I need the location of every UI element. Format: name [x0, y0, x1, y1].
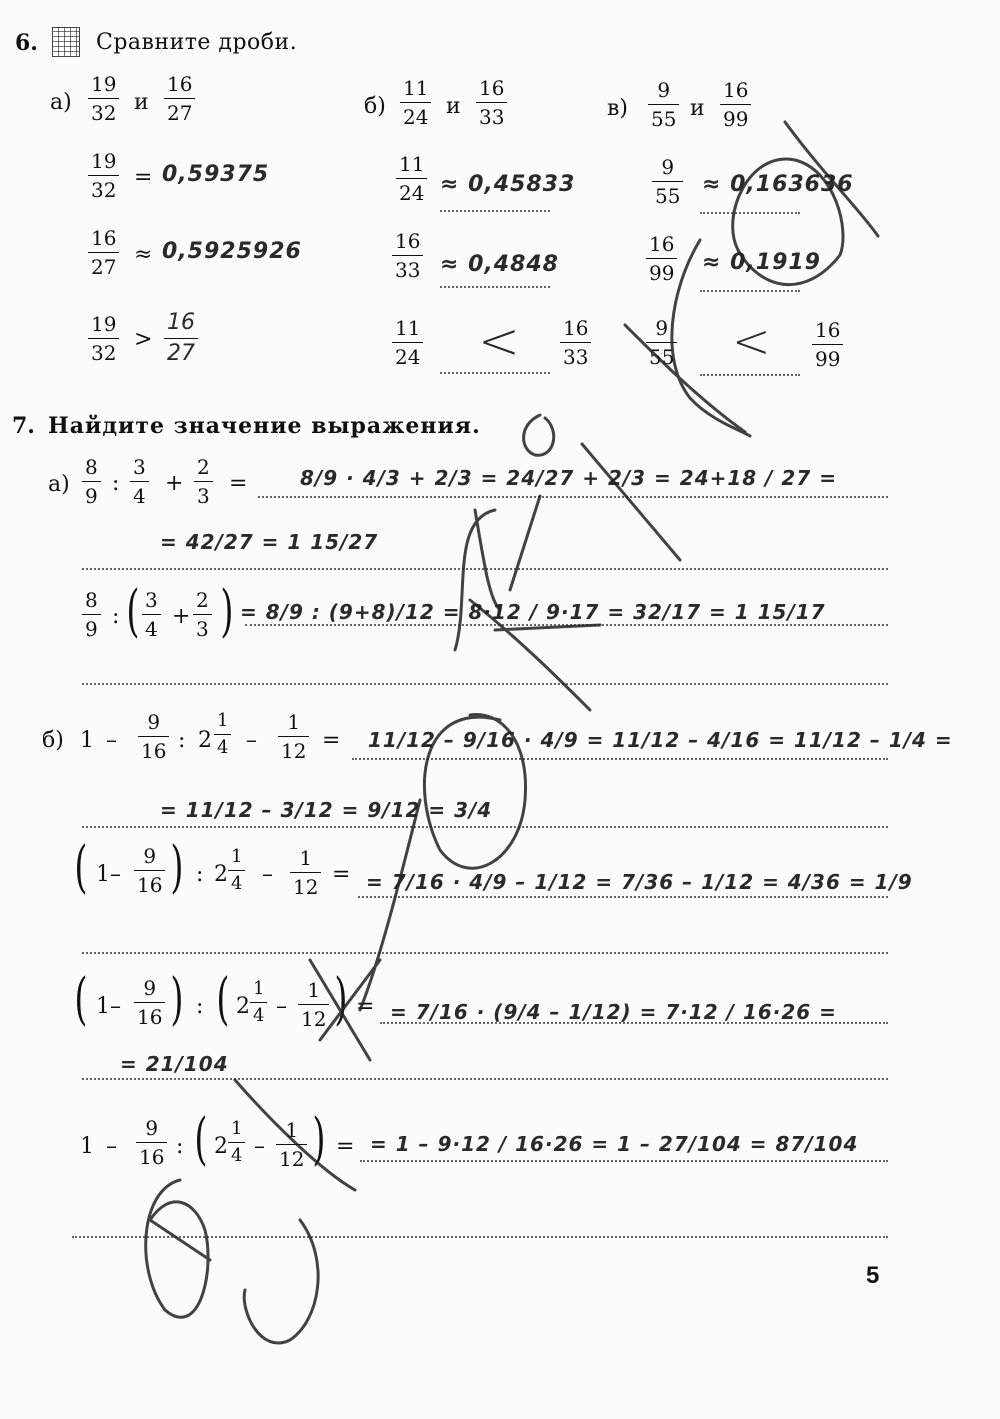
handwritten-compare-sign: < — [732, 314, 771, 368]
plus-sign: + — [172, 604, 191, 629]
fraction: $\frac{16}{33}$ — [560, 318, 591, 367]
answer-dotted-line — [440, 286, 550, 288]
fraction: $\frac{9}{55}$ — [648, 80, 679, 129]
one: 1– — [96, 994, 121, 1019]
handwritten-solution-line: = 42/27 = 1 15/27 — [160, 530, 379, 554]
fraction: $\frac{1}{4}$ — [228, 1120, 245, 1165]
fraction: $\frac{16}{27}$ — [88, 228, 119, 277]
fraction: $\frac{8}{9}$ — [82, 590, 101, 639]
fraction: $\frac{1}{12}$ — [276, 1120, 307, 1169]
task7-number: 7. — [12, 413, 35, 439]
whole-part: 2 — [198, 728, 212, 753]
and-word: и — [134, 90, 149, 115]
answer-dotted-line — [360, 1160, 888, 1162]
fraction: $\frac{16}{33}$ — [476, 78, 507, 127]
fraction: $\frac{1}{4}$ — [228, 848, 245, 893]
fraction: $\frac{16}{99}$ — [720, 80, 751, 129]
fraction: $\frac{16}{99}$ — [812, 320, 843, 369]
minus-sign: – — [276, 994, 287, 1019]
and-word: и — [690, 96, 705, 121]
equals-sign: = — [332, 862, 351, 887]
one: 1 — [80, 728, 94, 753]
handwritten-value: 0,59375 — [162, 162, 270, 187]
right-paren: ) — [220, 579, 234, 644]
approx-sign: ≈ — [134, 242, 153, 267]
handwritten-value: ≈ 0,4848 — [440, 252, 559, 277]
fraction: $\frac{1}{12}$ — [290, 848, 321, 897]
answer-dotted-line — [82, 568, 888, 570]
answer-dotted-line — [82, 683, 888, 685]
handwritten-solution-line: 8/9 · 4/3 + 2/3 = 24/27 + 2/3 = 24+18 / 27 = — [300, 466, 837, 490]
fraction: $\frac{16}{99}$ — [646, 234, 677, 283]
divide-sign: : — [112, 604, 120, 629]
fraction: $\frac{11}{24}$ — [400, 78, 431, 127]
fraction: $\frac{9}{16}$ — [134, 978, 165, 1027]
answer-dotted-line — [72, 1236, 888, 1238]
minus-sign: – — [246, 728, 257, 753]
answer-dotted-line — [258, 496, 888, 498]
compare-sign: > — [134, 327, 153, 352]
one: 1 — [80, 1134, 94, 1159]
one: 1– — [96, 862, 121, 887]
task6-b-label: б) — [364, 94, 386, 119]
equals-sign: = — [356, 994, 375, 1019]
minus-sign: – — [262, 862, 273, 887]
fraction: $\frac{8}{9}$ — [82, 457, 101, 506]
answer-dotted-line — [82, 826, 888, 828]
fraction: $\frac{16}{33}$ — [392, 231, 423, 280]
left-paren: ( — [126, 579, 140, 644]
fraction: $\frac{9}{16}$ — [138, 712, 169, 761]
handwritten-value: 0,5925926 — [162, 239, 302, 264]
fraction: $\frac{2}{3}$ — [194, 457, 213, 506]
left-paren: ( — [194, 1107, 208, 1172]
minus-sign: – — [254, 1134, 265, 1159]
fraction: $\frac{3}{4}$ — [142, 590, 161, 639]
whole-part: 2 — [214, 1134, 228, 1159]
plus-sign: + — [165, 471, 184, 496]
fraction: $\frac{16}{27}$ — [164, 74, 195, 123]
fraction: $\frac{9}{55}$ — [652, 157, 683, 206]
fraction: $\frac{9}{55}$ — [646, 318, 677, 367]
answer-dotted-line — [245, 624, 888, 626]
divide-sign: : — [178, 728, 186, 753]
whole-part: 2 — [236, 994, 250, 1019]
fraction: $\frac{1}{4}$ — [250, 980, 267, 1025]
minus-sign: – — [106, 728, 117, 753]
handwritten-solution-line: = 21/104 — [120, 1052, 229, 1076]
answer-dotted-line — [358, 896, 888, 898]
answer-dotted-line — [700, 290, 800, 292]
task6-a-label: а) — [50, 90, 72, 115]
fraction: $\frac{1}{12}$ — [278, 712, 309, 761]
handwritten-value: ≈ 0,45833 — [440, 172, 576, 197]
equals-sign: = — [322, 728, 341, 753]
fraction: $\frac{11}{24}$ — [396, 154, 427, 203]
left-paren: ( — [74, 967, 88, 1032]
task6-title: Сравните дроби. — [96, 30, 298, 55]
handwritten-solution-line: = 1 – 9·12 / 16·26 = 1 – 27/104 = 87/104 — [370, 1132, 859, 1156]
right-paren: ) — [312, 1107, 326, 1172]
answer-dotted-line — [440, 372, 550, 374]
left-paren: ( — [216, 967, 230, 1032]
answer-dotted-line — [700, 212, 800, 214]
task6-c-label: в) — [607, 96, 628, 121]
fraction: $\frac{9}{16}$ — [136, 1118, 167, 1167]
fraction: $\frac{1}{12}$ — [298, 980, 329, 1029]
handwritten-value: ≈ 0,163636 — [702, 172, 854, 197]
right-paren: ) — [170, 835, 184, 900]
fraction: $\frac{19}{32}$ — [88, 314, 119, 363]
calculator-icon — [52, 27, 80, 57]
task7-a-label: а) — [48, 472, 70, 497]
equals-sign: = — [229, 471, 248, 496]
handwritten-solution-line: = 8/9 : (9+8)/12 = 8·12 / 9·17 = 32/17 = 1 15/17 — [240, 600, 826, 624]
answer-dotted-line — [82, 1078, 888, 1080]
answer-dotted-line — [82, 952, 888, 954]
task6-number: 6. — [15, 30, 38, 56]
right-paren: ) — [334, 967, 348, 1032]
answer-dotted-line — [352, 758, 888, 760]
right-paren: ) — [170, 967, 184, 1032]
equals-sign: = — [336, 1134, 355, 1159]
answer-dotted-line — [700, 374, 800, 376]
handwritten-value: ≈ 0,1919 — [702, 250, 821, 275]
fraction: $\frac{1}{4}$ — [214, 712, 231, 757]
equals-sign: = — [134, 165, 153, 190]
task7-title: Найдите значение выражения. — [48, 413, 481, 439]
divide-sign: : — [176, 1134, 184, 1159]
and-word: и — [446, 94, 461, 119]
fraction: $\frac{2}{3}$ — [193, 590, 212, 639]
fraction: $\frac{3}{4}$ — [130, 457, 149, 506]
handwritten-compare-sign: < — [478, 312, 520, 370]
left-paren: ( — [74, 835, 88, 900]
handwritten-solution-line: = 11/12 – 3/12 = 9/12 = 3/4 — [160, 798, 493, 822]
handwritten-solution-line: = 7/16 · (9/4 – 1/12) = 7·12 / 16·26 = — [390, 1000, 837, 1024]
handwritten-solution-line: = 7/16 · 4/9 – 1/12 = 7/36 – 1/12 = 4/36 = 1/9 — [366, 870, 913, 894]
page-number: 5 — [866, 1262, 880, 1289]
fraction: $\frac{9}{16}$ — [134, 846, 165, 895]
handwritten-fraction: $\frac{16}{27}$ — [164, 312, 198, 365]
fraction: $\frac{19}{32}$ — [88, 151, 119, 200]
divide-sign: : — [112, 471, 120, 496]
minus-sign: – — [106, 1134, 117, 1159]
answer-dotted-line — [440, 210, 550, 212]
fraction: $\frac{11}{24}$ — [392, 318, 423, 367]
task7-b-label: б) — [42, 728, 64, 753]
divide-sign: : — [196, 862, 204, 887]
handwritten-solution-line: 11/12 – 9/16 · 4/9 = 11/12 – 4/16 = 11/12 – 1/4 = — [368, 728, 953, 752]
divide-sign: : — [196, 994, 204, 1019]
whole-part: 2 — [214, 862, 228, 887]
fraction: $\frac{19}{32}$ — [88, 74, 119, 123]
